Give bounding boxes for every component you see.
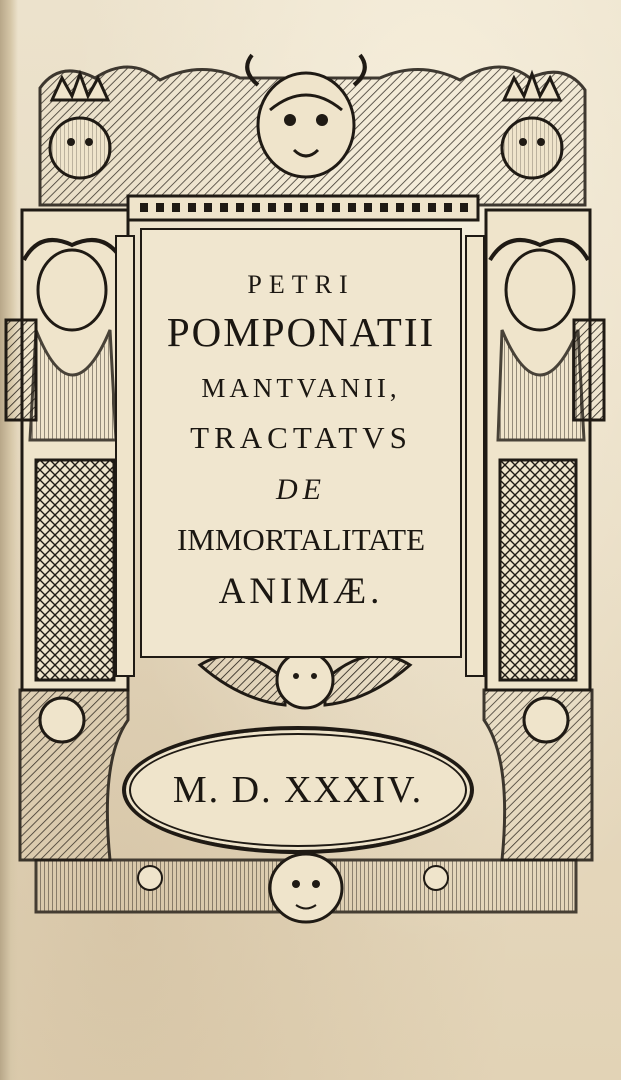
- title-word-tractatus: TRACTATVS: [190, 420, 412, 455]
- author-surname: POMPONATII: [166, 309, 436, 355]
- right-caryatid-column: [466, 210, 604, 690]
- left-caryatid-column: [6, 210, 134, 690]
- lion-head-left: [50, 74, 110, 178]
- top-ornament: [40, 55, 585, 220]
- title-word-immortalitate: IMMORTALITATE: [176, 522, 426, 557]
- title-word-de: DE: [276, 473, 326, 506]
- author-origin: MANTVANII,: [201, 373, 401, 403]
- author-forename: PETRI: [247, 270, 355, 299]
- title-panel: [140, 228, 462, 658]
- lion-head-right: [502, 74, 562, 178]
- cherub-head: [200, 652, 410, 708]
- title-word-animae: ANIMÆ.: [218, 571, 384, 612]
- publication-date: M. D. XXXIV.: [172, 769, 424, 811]
- date-cartouche: [122, 726, 474, 854]
